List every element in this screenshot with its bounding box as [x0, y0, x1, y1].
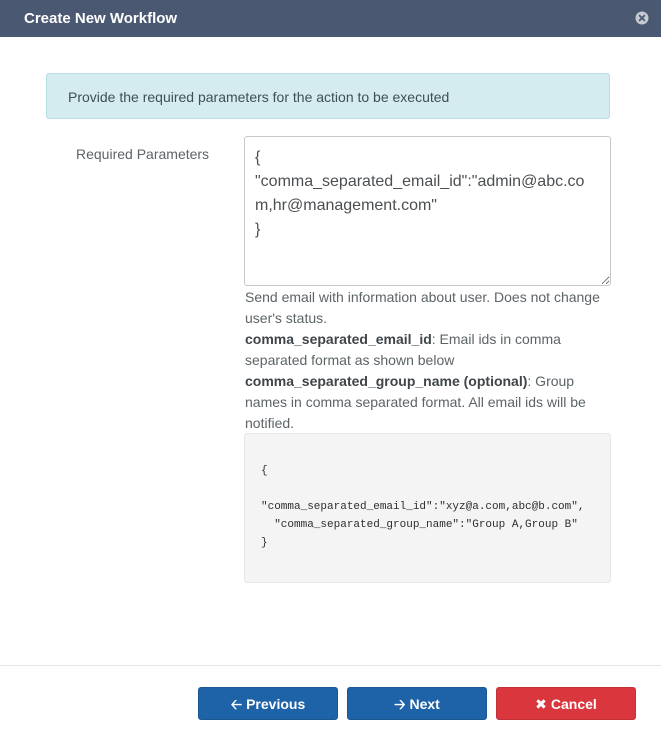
cancel-button-label: Cancel — [550, 696, 597, 712]
example-json-code-block: { "comma_separated_email_id":"xyz@a.com,abc@b.com", "comma_separated_group_name":"Group A,Group B" } — [244, 433, 611, 583]
next-button-label: Next — [409, 696, 440, 712]
info-alert-text: Provide the required parameters for the action to be executed — [68, 89, 450, 105]
param-email-desc: : Email ids in comma separated format as shown below — [245, 331, 561, 368]
previous-button[interactable] — [198, 687, 338, 720]
help-description: Send email with information about user. Does not change user's status. — [245, 289, 600, 326]
cancel-button[interactable] — [496, 687, 636, 720]
required-parameters-label: Required Parameters — [76, 146, 210, 162]
info-alert — [46, 73, 610, 119]
arrow-left-icon: 🡠 — [230, 696, 243, 712]
modal-title: Create New Workflow — [24, 10, 178, 27]
footer-divider — [0, 665, 661, 666]
param-group-name: comma_separated_group_name (optional) — [245, 373, 528, 389]
arrow-right-icon: 🡢 — [394, 696, 406, 712]
close-circle-icon[interactable] — [634, 10, 650, 26]
previous-button-label: Previous — [246, 696, 306, 712]
next-button[interactable] — [347, 687, 487, 720]
modal-header — [0, 0, 661, 37]
times-icon: ✖ — [535, 696, 547, 712]
param-email-name: comma_separated_email_id — [245, 331, 432, 347]
required-parameters-textarea[interactable] — [244, 136, 611, 286]
parameter-help-text — [245, 287, 611, 434]
param-group-desc: : Group names in comma separated format. All email ids will be notified. — [245, 373, 586, 431]
